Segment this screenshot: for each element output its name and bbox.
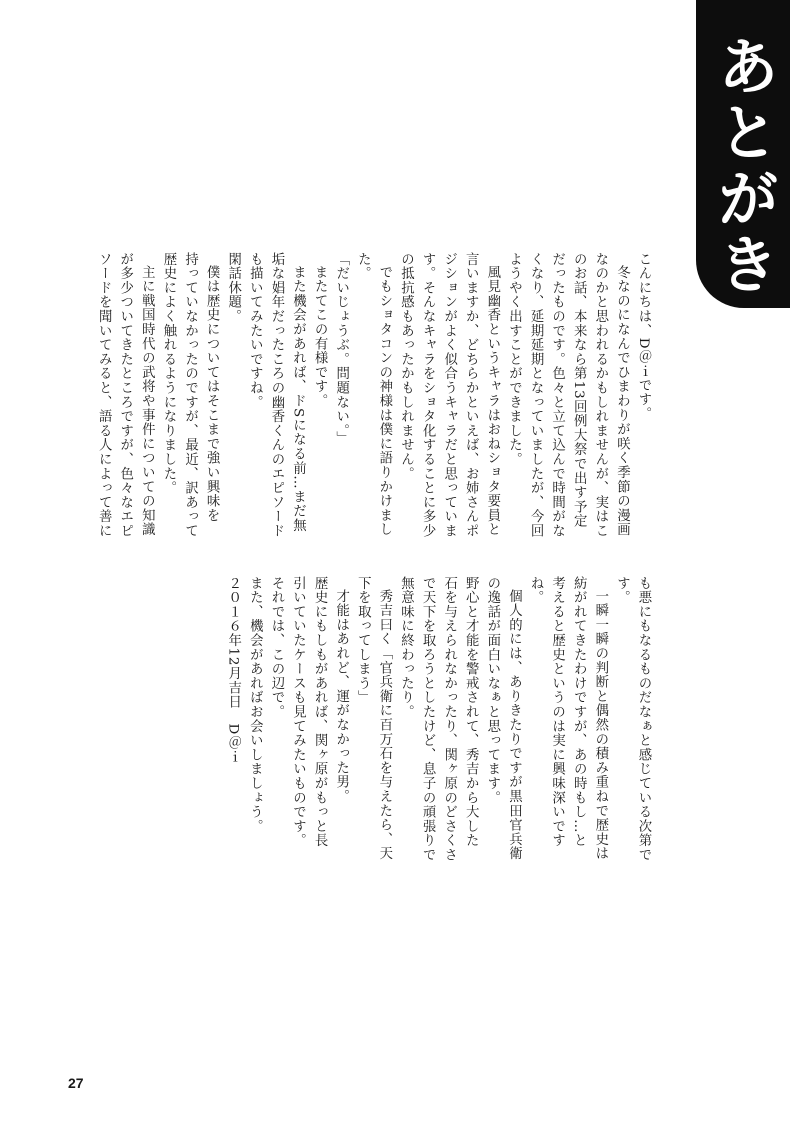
text-line: す。そんなキャラをショタ化することに多少 — [420, 252, 436, 538]
text-line: また機会があれば、ドSになる前…まだ無 — [290, 265, 306, 533]
text-line: 紡がれてきたわけですが、あの時もし…と — [571, 576, 587, 848]
text-line: 僕は歴史についてはそこまで強い興味を — [204, 265, 220, 523]
afterword-lower-block — [222, 576, 654, 876]
text-line: 歴史によく触れるようになりました。 — [160, 252, 176, 496]
text-line: ようやく出すことができました。 — [506, 252, 522, 467]
text-line: も悪にもなるものだなぁと感じている次第で — [636, 576, 651, 862]
text-line: くなり、延期延期となっていましたが、今回 — [528, 252, 544, 538]
text-line: の逸話が面白いなぁと思ってます。 — [484, 576, 500, 805]
text-line: 垢な娼年だったころの幽香くんのエピソード — [268, 252, 284, 538]
text-line: 持っていなかったのですが、最近、訳あって — [182, 252, 198, 538]
text-line: 無意味に終わったり。 — [398, 576, 414, 719]
text-line: 閑話休題。 — [225, 252, 241, 324]
text-line: 野心と才能を警戒されて、秀吉から大した — [463, 576, 479, 848]
text-line: 風見幽香というキャラはおねショタ要員と — [484, 265, 500, 538]
text-line: た。 — [355, 252, 371, 281]
text-line: 個人的には、ありきたりですが黒田官兵衛 — [506, 589, 522, 862]
text-line: 下を取ってしまう」 — [355, 576, 371, 705]
text-line: でもショタコンの神様は僕に語りかけまし — [376, 265, 392, 538]
text-line: で天下を取ろうとしたけど、息子の頑張りで — [420, 576, 436, 862]
text-line: ソードを聞いてみると、語る人によって善に — [96, 252, 112, 538]
text-line: 秀吉曰く「官兵衛に百万石を与えたら、天 — [376, 589, 392, 862]
afterword-title-banner — [696, 0, 790, 308]
afterword-upper-block — [93, 252, 654, 546]
text-line: 一瞬一瞬の判断と偶然の積み重ねで歴史は — [592, 589, 608, 862]
text-line: 「だいじょうぶ。問題ない。」 — [333, 252, 349, 446]
text-line: も描いてみたいですね。 — [247, 252, 263, 410]
text-line: またてこの有様です。 — [312, 265, 328, 409]
text-line: ね。 — [528, 576, 544, 605]
text-line: 才能はあれど、運がなかった男。 — [333, 589, 349, 804]
text-line: 歴史にもしもがあれば、関ヶ原がもっと長 — [312, 576, 328, 848]
page-number: 27 — [68, 1075, 84, 1091]
text-line: 石を与えられなかったり、関ヶ原のどさくさ — [441, 576, 457, 862]
text-line: だったものです。色々と立て込んで時間がな — [549, 252, 565, 538]
text-line: こんにちは、D＠ｉです。 — [636, 252, 651, 421]
text-line: 主に戦国時代の武将や事件についての知識 — [139, 265, 155, 538]
text-line: の抵抗感もあったかもしれません。 — [398, 252, 414, 481]
text-line: なのかと思われるかもしれませんが、実はこ — [592, 252, 608, 538]
text-line: 言いますか、どちらかといえば、お姉さんポ — [463, 252, 479, 538]
text-line: 冬なのになんでひまわりが咲く季節の漫画 — [614, 265, 630, 538]
text-line: ジションがよく似合うキャラだと思っていま — [441, 252, 457, 538]
page-title: あとがき — [707, 34, 780, 298]
text-line: それでは、この辺で。 — [268, 576, 284, 719]
text-line: のお話、本来なら第13回例大祭で出す予定 — [571, 252, 587, 529]
text-line: が多少ついてきたところですが、色々なエピ — [117, 252, 133, 538]
text-line: す。 — [614, 576, 630, 605]
text-line: 引いていたケースも見てみたいものです。 — [290, 576, 306, 848]
text-line: また、機会があればお会いしましょう。 — [247, 576, 263, 834]
signature-date-line: ２０１６年12月吉日 D＠ｉ — [225, 576, 241, 764]
text-line: 考えると歴史というのは実に興味深いです — [549, 576, 565, 848]
